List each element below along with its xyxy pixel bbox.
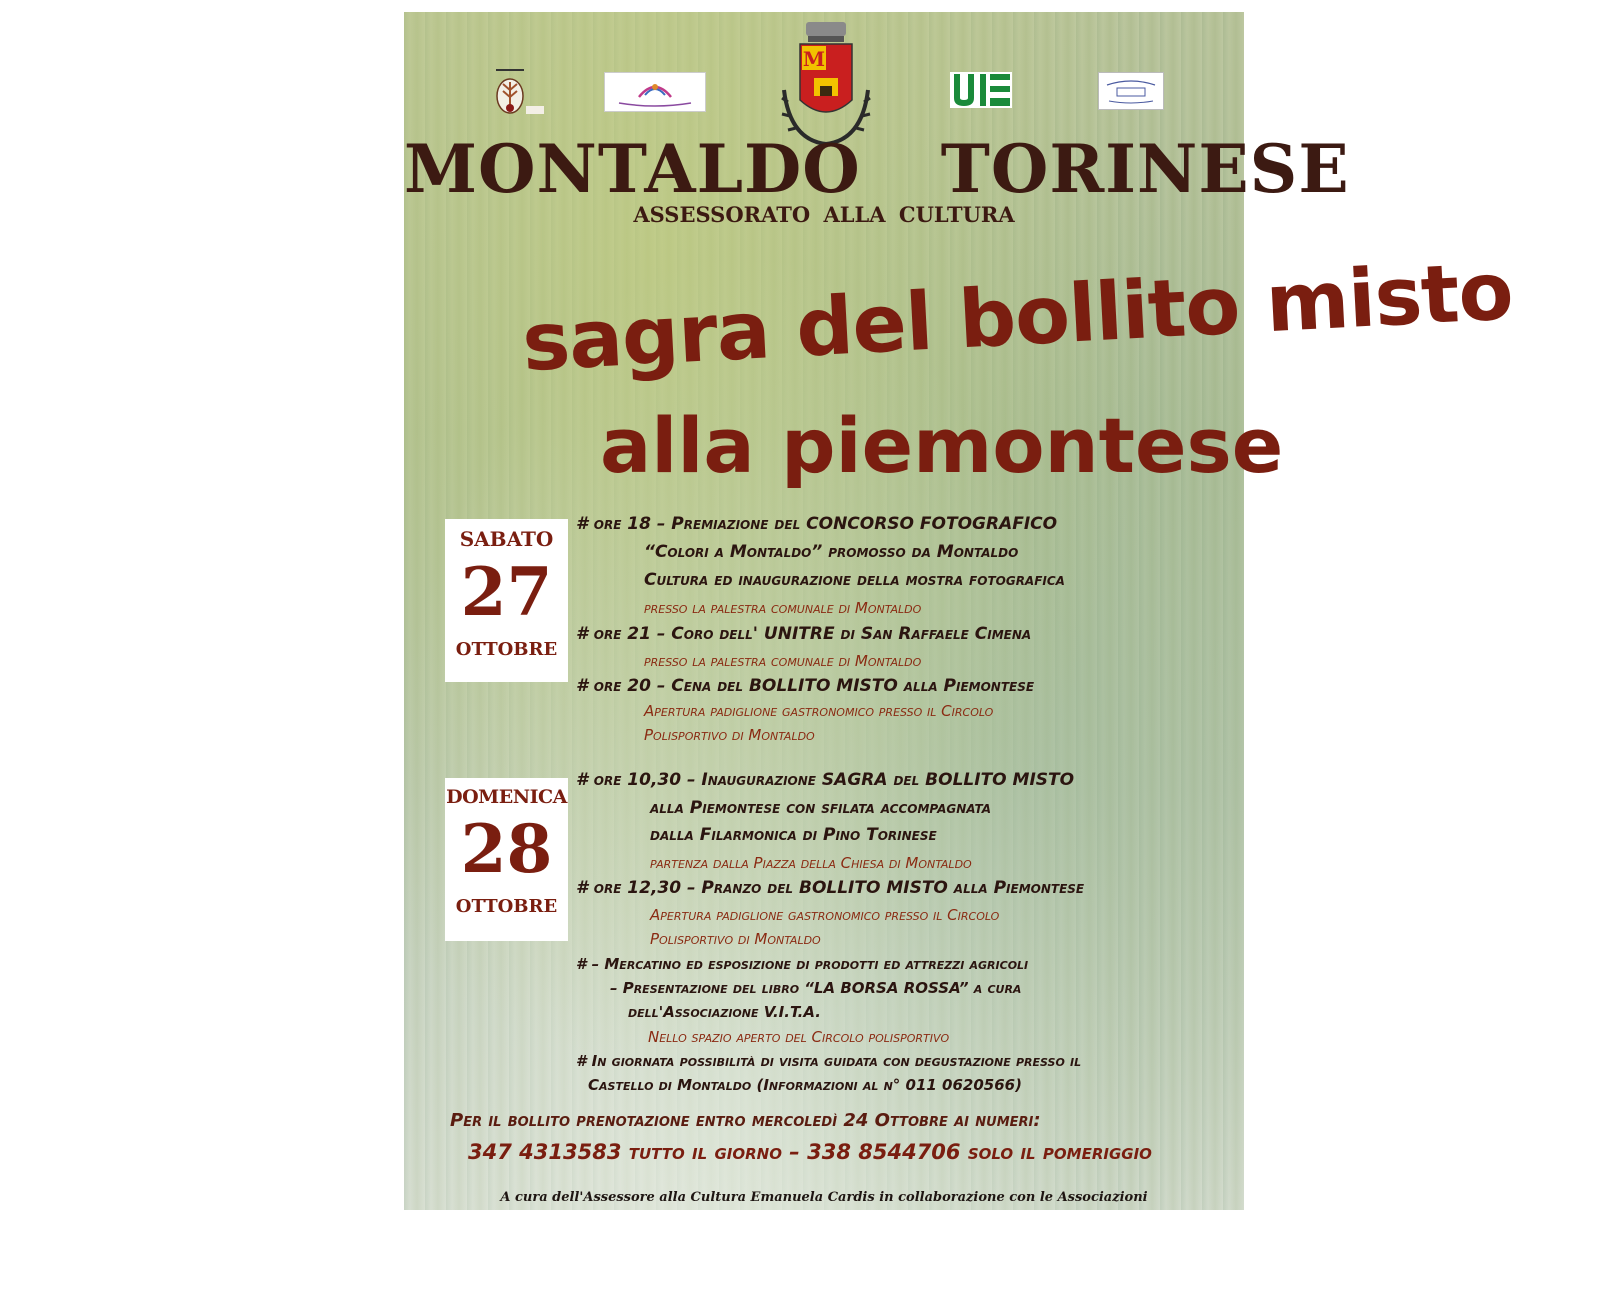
sunday-line: Apertura padiglione gastronomico presso il Circolo [650, 906, 1000, 924]
saturday-line: “Colori a Montaldo” promosso da Montaldo [644, 542, 1019, 562]
sunday-date-box [445, 778, 568, 941]
saturday-day-name: SABATO [459, 527, 554, 551]
saturday-month: OTTOBRE [455, 639, 558, 660]
saturday-line: Polisportivo di Montaldo [644, 726, 815, 744]
saturday-line: # ore 18 – Premiazione del CONCORSO FOTOGRAFICO [576, 514, 1058, 534]
sunday-line: Castello di Montaldo (Informazioni al n° 011 0620566) [588, 1076, 1022, 1094]
sunday-line: # ore 12,30 – Pranzo del BOLLITO MISTO alla Piemontese [576, 878, 1085, 898]
sunday-line: # ore 10,30 – Inaugurazione SAGRA del BOLLITO MISTO [576, 770, 1075, 790]
sunday-line: dell'Associazione V.I.T.A. [628, 1003, 821, 1021]
town-title-right: TORINESE [940, 130, 1350, 208]
saturday-line: presso la palestra comunale di Montaldo [644, 652, 922, 670]
sunday-line: alla Piemontese con sfilata accompagnata [650, 798, 991, 818]
saturday-line: Cultura ed inaugurazione della mostra fotografica [644, 570, 1065, 590]
unitre-logo-icon [950, 72, 1012, 108]
saturday-date-box [445, 519, 568, 682]
sunday-line: partenza dalla Piazza della Chiesa di Montaldo [650, 854, 972, 872]
event-title-line1: sagra del bollito misto [519, 244, 1515, 390]
event-title-line2: alla piemontese [600, 401, 1284, 490]
sunday-line: dalla Filarmonica di Pino Torinese [650, 825, 937, 845]
sunday-day-number: 28 [460, 810, 553, 888]
sunday-line: # – Mercatino ed esposizione di prodotti ed attrezzi agricoli [576, 955, 1029, 973]
sunday-line: # In giornata possibilità di visita guidata con degustazione presso il [576, 1052, 1082, 1070]
sunday-line: Nello spazio aperto del Circolo polisportivo [648, 1028, 950, 1046]
town-title [404, 130, 1350, 208]
saturday-day-number: 27 [460, 553, 553, 631]
saturday-line: Apertura padiglione gastronomico presso il Circolo [644, 702, 994, 720]
montaldo-cultura-logo-icon [604, 72, 706, 112]
sunday-month: OTTOBRE [455, 896, 558, 917]
town-subtitle: ASSESSORATO ALLA CULTURA [633, 202, 1015, 227]
event-poster [404, 12, 1515, 1210]
sunday-line: – Presentazione del libro “LA BORSA ROSSA” a cura [610, 979, 1022, 997]
saturday-line: presso la palestra comunale di Montaldo [644, 599, 922, 617]
sunday-day-name: DOMENICA [446, 786, 567, 808]
wheat-logo-icon [488, 64, 548, 120]
crest-letter: M [802, 47, 826, 71]
booking-phones: 347 4313583 tutto il giorno – 338 8544706 solo il pomeriggio [468, 1140, 1152, 1164]
saturday-line: # ore 21 – Coro dell' UNITRE di San Raffaele Cimena [576, 624, 1032, 644]
booking-line: Per il bollito prenotazione entro mercoledì 24 Ottobre ai numeri: [450, 1110, 1041, 1131]
footer-credit: A cura dell'Assessore alla Cultura Emanuela Cardis in collaborazione con le Associazioni [500, 1190, 1148, 1205]
town-title-left: MONTALDO [404, 130, 861, 208]
circolo-polisportivo-logo-icon [1098, 72, 1164, 110]
sunday-line: Polisportivo di Montaldo [650, 930, 821, 948]
saturday-line: # ore 20 – Cena del BOLLITO MISTO alla Piemontese [576, 676, 1035, 696]
